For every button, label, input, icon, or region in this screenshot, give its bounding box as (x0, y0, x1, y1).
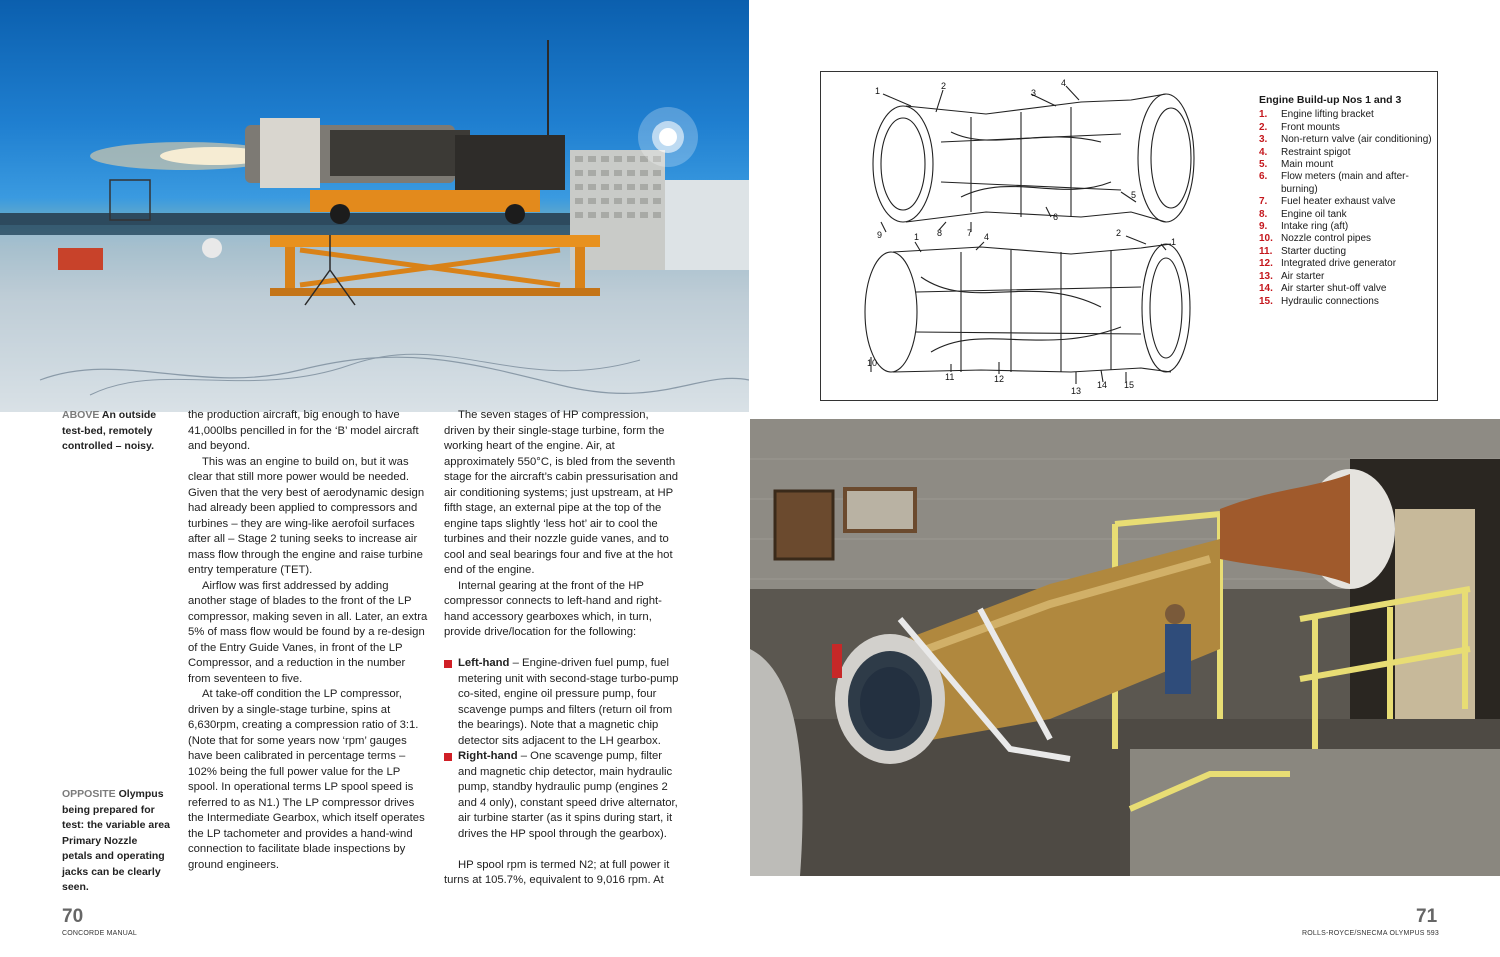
legend-item: 8. Engine oil tank (1259, 208, 1347, 220)
test-bed-illustration (0, 0, 749, 412)
caption-opposite: OPPOSITE Olympus being prepared for test: the variable area Primary Nozzle petals and operating jacks can be clearly seen. (62, 788, 170, 893)
engine-test-cell-illustration (750, 419, 1500, 876)
label-bottom-12: 12 (994, 374, 1005, 384)
test-bed-photo (0, 0, 749, 412)
paragraph: The seven stages of HP compression, driven by their single-stage turbine, form the working heart of the engine. Air, at approximately 550°C, is bled from the seventh stage for the aircraft’s cabin pressurisation and air conditioning systems; just upstream, at HP fifth stage, an external pipe at the top of the engine taps slightly ‘less hot’ air to cool the turbines and their nozzle guide vanes, and to cool and seal bearings four and five at the hot end of the engine. (444, 409, 679, 576)
legend-item: 6. Flow meters (main and after-burning) (1259, 171, 1409, 195)
bullet-right-hand: Right-hand – One scavenge pump, filter and magnetic chip detector, main hydraulic pump, standby hydraulic pump (engines 2 and 4 only), constant speed drive alternator, air turbine starter (as it spins during start, it drives the HP spool through the gearbox). (444, 749, 682, 842)
label-top-6: 6 (1053, 212, 1059, 222)
label-bottom-2: 2 (1116, 228, 1122, 238)
label-bottom-4: 4 (984, 232, 990, 242)
legend-item: 12. Integrated drive generator (1259, 258, 1397, 270)
label-top-5: 5 (1131, 190, 1137, 200)
legend-item: 15. Hydraulic connections (1259, 295, 1379, 307)
running-title-left: CONCORDE MANUAL (62, 930, 137, 937)
label-bottom-13: 13 (1071, 386, 1082, 396)
legend-item: 7. Fuel heater exhaust valve (1259, 196, 1396, 208)
legend-item: 5. Main mount (1259, 159, 1334, 171)
paragraph: Airflow was first addressed by adding another stage of blades to the front of the LP compressor, making seven in all. Later, an extra 5% of mass flow would be found by a re-design of the Entry Guide Vanes, in front of the LP Compressor, and a reduction in the number from seventeen to five. (188, 579, 428, 685)
label-top-8: 8 (937, 228, 943, 238)
legend-item: 1. Engine lifting bracket (1259, 109, 1374, 121)
paragraph: At take-off condition the LP compressor, driven by a single-stage turbine, spins at 6,630rpm, creating a compression ratio of 3:1. (Note that for some years now ‘rpm’ gauges have been calibrated in percentage terms – 102% being the full power value for the LP spool. In operational terms LP spool speed is referred to as N1.) The LP compressor drives the Intermediate Gearbox, which itself operates the LP tachometer and provides a hand-wind connection to facilitate blade inspections by ground engineers. (188, 688, 425, 871)
label-bottom-14: 14 (1097, 380, 1108, 390)
label-bottom-15: 15 (1124, 380, 1135, 390)
label-top-4: 4 (1061, 78, 1067, 88)
bullet-square-icon (444, 753, 452, 761)
label-top-9: 9 (877, 230, 883, 240)
legend-item: 9. Intake ring (aft) (1259, 221, 1349, 233)
legend-title: Engine Build-up Nos 1 and 3 (1259, 94, 1402, 106)
body-column-2 (444, 408, 682, 889)
label-top-3: 3 (1031, 88, 1037, 98)
legend-item: 3. Non-return valve (air conditioning) (1259, 134, 1432, 146)
label-top-1: 1 (875, 86, 881, 96)
legend-item: 14. Air starter shut-off valve (1259, 283, 1387, 295)
legend-item: 13. Air starter (1259, 270, 1325, 282)
label-bottom-11: 11 (945, 372, 955, 382)
caption-above: ABOVE An outside test-bed, remotely controlled – noisy. (62, 409, 157, 452)
label-top-7: 7 (967, 228, 973, 238)
page-number-left: 70 (62, 906, 84, 927)
bullet-square-icon (444, 660, 452, 668)
legend-item: 2. Front mounts (1259, 121, 1340, 133)
legend-item: 10. Nozzle control pipes (1259, 233, 1372, 245)
paragraph: HP spool rpm is termed N2; at full power it turns at 105.7%, equivalent to 9,016 rpm. At (444, 858, 670, 886)
body-column-1 (188, 408, 428, 873)
bullet-left-hand: Left-hand – Engine-driven fuel pump, fuel metering unit with second-stage turbo-pump co-sited, engine oil pressure pump, four scavenge pumps and filters (return oil from the bearings). Note that a magnetic chip detector sits adjacent to the LH gearbox. (444, 656, 682, 749)
engine-test-cell-photo (750, 419, 1500, 876)
diagram-legend (1259, 94, 1439, 308)
paragraph: This was an engine to build on, but it was clear that still more power would be needed. Given that the very best of aerodynamic design had already been applied to compressors and turbines – they are wing-like aerofoil surfaces after all – Stage 2 tuning seeks to increase air mass flow through the engine and raise turbine entry temperature (TET). (188, 455, 425, 576)
paragraph: Internal gearing at the front of the HP compressor connects to left-hand and right-hand accessory gearboxes which, in turn, provide drive/location for the following: (444, 579, 662, 638)
legend-item: 11. Starter ducting (1259, 245, 1347, 257)
label-top-2: 2 (941, 81, 947, 91)
legend-item: 4. Restraint spigot (1259, 146, 1351, 158)
label-bottom-1b: 1 (1171, 237, 1177, 247)
paragraph: the production aircraft, big enough to have 41,000lbs pencilled in for the ‘B’ model aircraft and beyond. (188, 409, 419, 452)
label-bottom-1a: 1 (914, 232, 920, 242)
page-number-right: 71 (1416, 906, 1438, 927)
running-title-right: ROLLS-ROYCE/SNECMA OLYMPUS 593 (1302, 930, 1439, 937)
label-bottom-10: 10 (867, 358, 878, 368)
